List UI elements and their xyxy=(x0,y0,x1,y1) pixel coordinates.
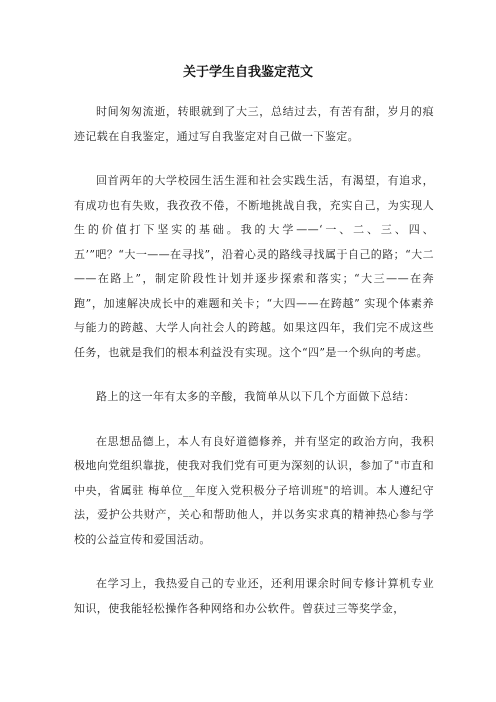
paragraph-intro: 时间匆匆流逝，转眼就到了大三，总结过去，有苦有甜，岁月的痕迹记载在自我鉴定，通过写自我鉴定对自己做一下鉴定。 xyxy=(74,105,434,143)
paragraph-summary-lead: 路上的这一年有太多的辛酸，我简单从以下几个方面做下总结： xyxy=(96,390,416,403)
paragraph-morality: 在思想品德上，本人有良好道德修养，并有坚定的政治方向，我积极地向党组织靠拢，使我对我们党有可更为深刻的认识，参加了"市直和中央，省属驻 梅单位__年度入党积极分子培训班"的培训。本人遵纪守法，爱护公共财产，关心和帮助他人，并以务实求真的精神热心参与学校的公益宣传和爱国活动。 xyxy=(74,434,434,546)
document-title: 关于学生自我鉴定范文 xyxy=(182,65,313,80)
paragraph-study: 在学习上，我热爱自己的专业还，还利用课余时间专修计算机专业知识，使我能轻松操作各种网络和办公软件。曾获过三等奖学金， xyxy=(74,577,434,615)
document-body xyxy=(74,100,434,641)
paragraph-review: 回首两年的大学校园生活生涯和社会实践生活，有渴望，有追求，有成功也有失败，我孜孜不倦，不断地挑战自我，充实自己，为实现人生的价值打下坚实的基础。我的大学——‘一、二、三、四、五’”吧？“大一——在寻找”，沿着心灵的路线寻找属于自己的路；“大二——在路上”，制定阶段性计划并逐步探索和落实；“大三——在奔跑”，加速解决成长中的难题和关卡；“大四——在跨越” 实现个体素养与能力的跨越、大学人向社会人的跨越。如果这四年，我们完不成这些任务，也就是我们的根本利益没有实现。这个“四”是一个纵向的考虑。 xyxy=(74,174,434,359)
